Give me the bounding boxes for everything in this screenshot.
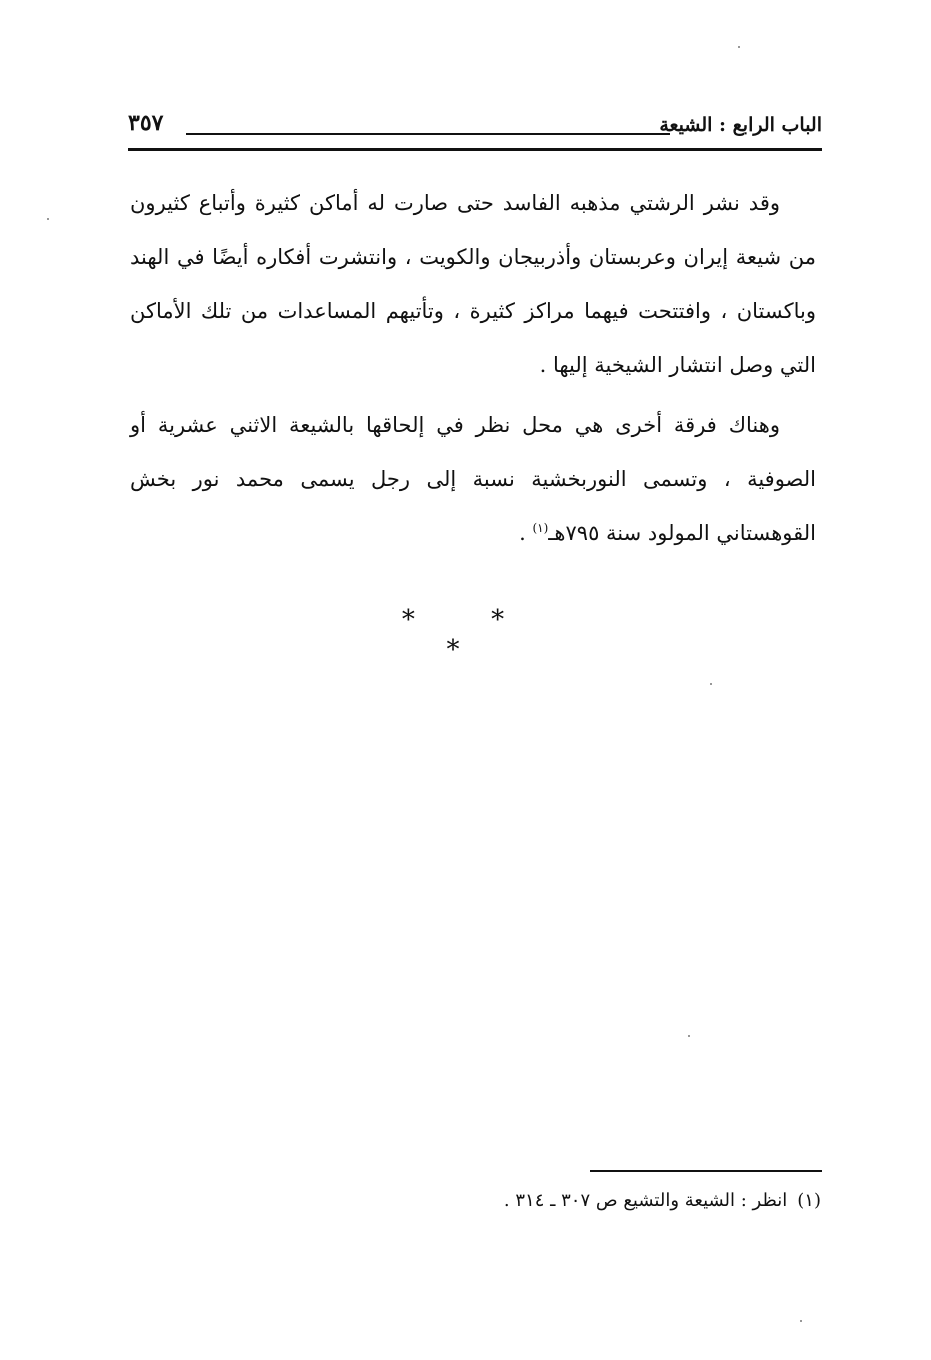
scan-speck (800, 1320, 802, 1322)
scan-speck (710, 683, 712, 685)
header-rule (186, 133, 670, 135)
header-divider (128, 148, 822, 151)
section-separator: * * * (401, 605, 539, 665)
scan-speck (738, 46, 740, 48)
scan-speck (47, 218, 49, 220)
page-number: ٣٥٧ (128, 110, 164, 136)
paragraph-2-end: . (519, 521, 533, 545)
footnote-number: (١) (797, 1190, 821, 1211)
footnote-text: انظر : الشيعة والتشيع ص ٣٠٧ ـ ٣١٤ . (503, 1190, 788, 1211)
footnote-reference[interactable]: (١) (532, 521, 549, 535)
scan-speck (688, 1035, 690, 1037)
footnote (300, 1186, 821, 1216)
paragraph-2 (130, 398, 816, 560)
paragraph-1: وقد نشر الرشتي مذهبه الفاسد حتى صارت له أماكن كثيرة وأتباع كثيرون من شيعة إيران وعربستان وأذربيجان والكويت ، وانتشرت أفكاره أيضًا في الهند وباكستان ، وافتتحت فيهما مراكز كثيرة ، وتأتيهم المساعدات من تلك الأماكن التي وصل انتشار الشيخية إليها . (130, 191, 817, 377)
footnote-divider (590, 1170, 822, 1172)
main-text (130, 176, 816, 566)
running-title: الباب الرابع : الشيعة (659, 114, 822, 136)
running-header (128, 108, 822, 148)
paragraph-2-text: وهناك فرقة أخرى هي محل نظر في إلحاقها بالشيعة الاثني عشرية أو الصوفية ، وتسمى النوربخشية نسبة إلى رجل يسمى محمد نور بخش القوهستاني المولود سنة ٧٩٥هـ (130, 413, 816, 545)
